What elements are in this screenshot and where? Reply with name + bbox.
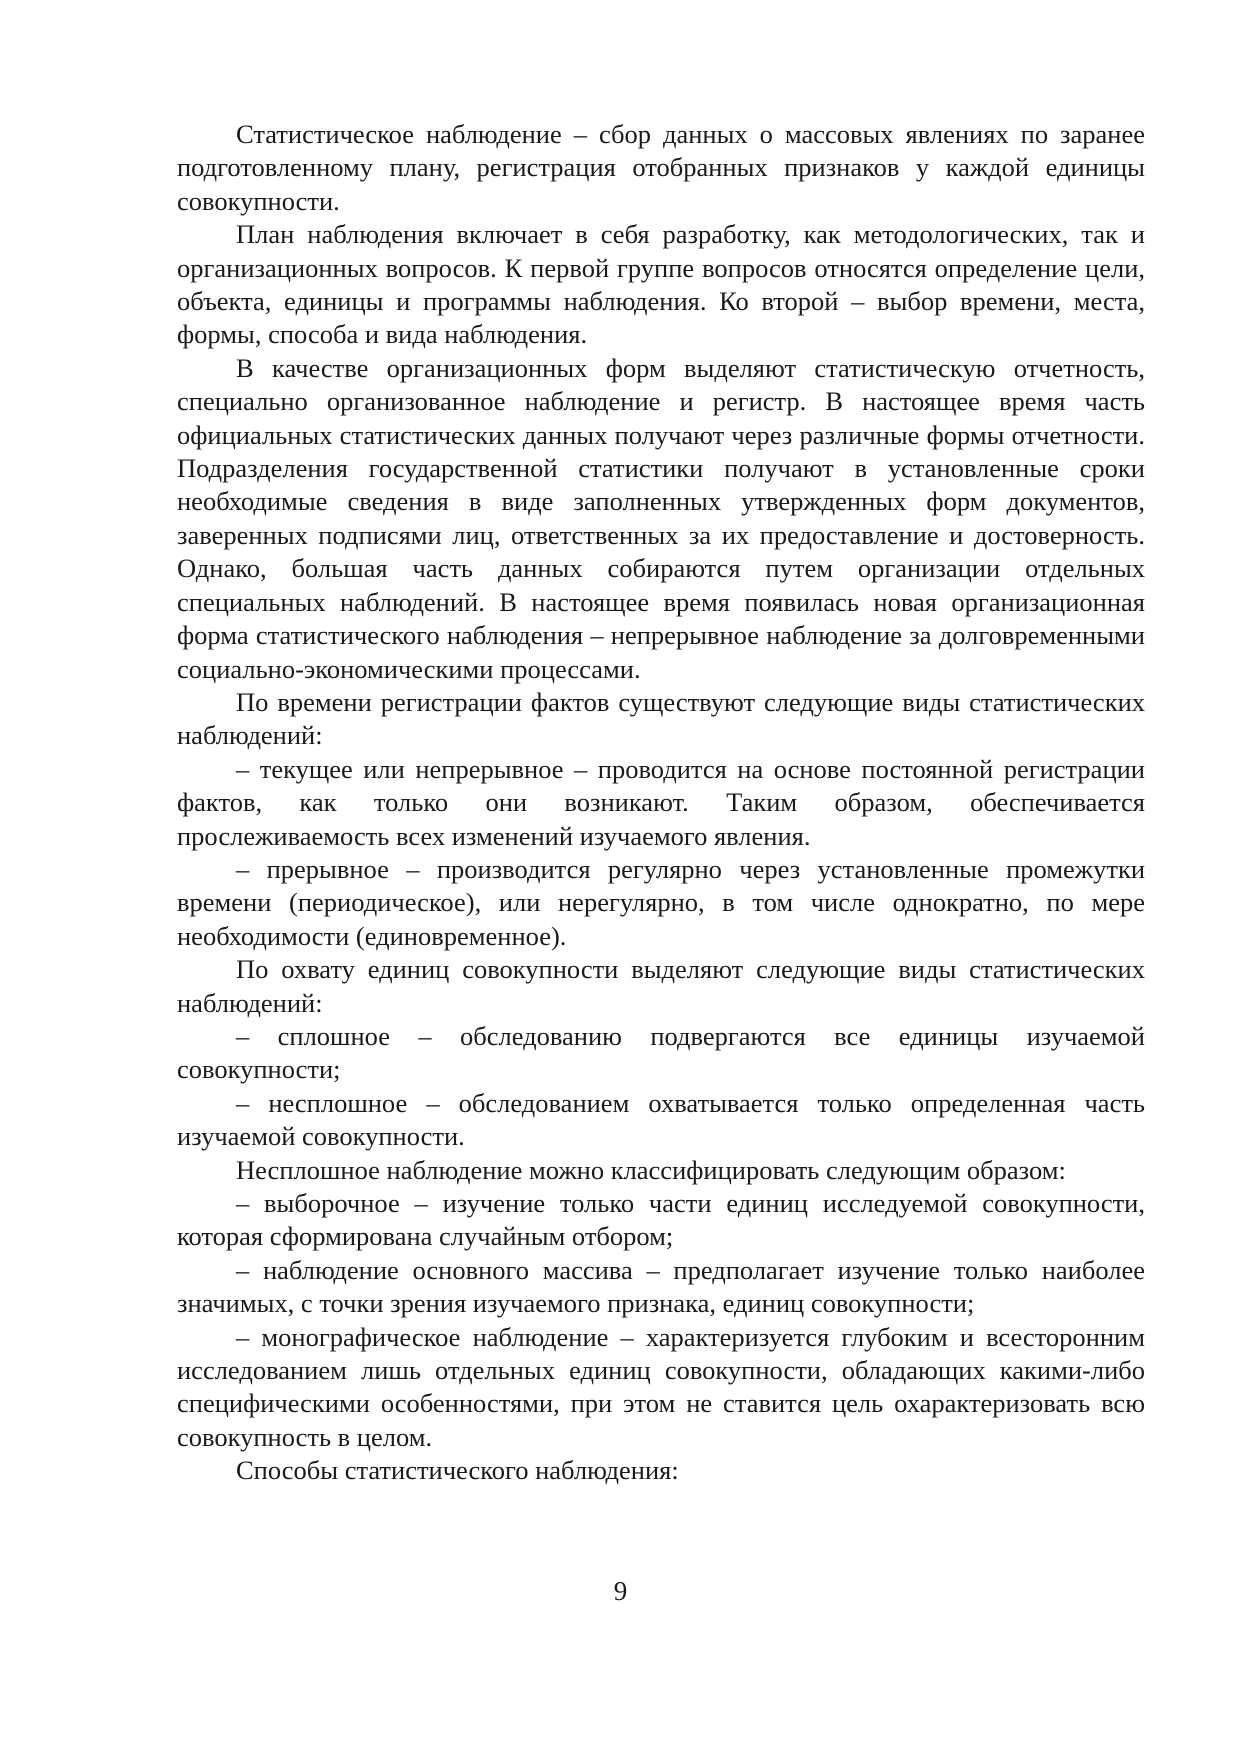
list-item-sample: – выборочное – изучение только части единиц исследуемой совокупности, которая сформирована случайным отбором; — [177, 1188, 1145, 1252]
paragraph-registration-time: По времени регистрации фактов существуют следующие виды статистических наблюдений: — [177, 686, 1145, 751]
list-item-monographic: – монографическое наблюдение – характеризуется глубоким и всесторонним исследованием лишь отдельных единиц совокупности, обладающих какими-либо специфическими особенностями, при этом не ставится цель охарактеризовать всю совокупность в целом. — [177, 1321, 1145, 1452]
paragraph-partial-classification: Несплошное наблюдение можно классифицировать следующим образом: — [236, 1154, 1066, 1185]
list-item-complete: – сплошное – обследованию подвергаются все единицы изучаемой совокупности; — [177, 1020, 1145, 1085]
paragraph-coverage: По охвату единиц совокупности выделяют следующие виды статистических наблюдений: — [177, 954, 1145, 1018]
list-item-main-array: – наблюдение основного массива – предполагает изучение только наиболее значимых, с точки зрения изучаемого признака, единиц совокупности; — [177, 1254, 1145, 1319]
body-text — [177, 118, 1145, 1488]
paragraph-definition: Статистическое наблюдение – сбор данных о массовых явлениях по заранее подготовленному плану, регистрация отобранных признаков у каждой единицы совокупности. — [177, 119, 1145, 216]
paragraph-methods: Способы статистического наблюдения: — [236, 1455, 679, 1486]
list-item-continuous: – текущее или непрерывное – проводится на основе постоянной регистрации фактов, как только они возникают. Таким образом, обеспечивается прослеживаемость всех изменений изучаемого явления. — [177, 753, 1145, 851]
list-item-discontinuous: – прерывное – производится регулярно через установленные промежутки времени (периодическое), или нерегулярно, в том числе однократно, по мере необходимости (единовременное). — [177, 853, 1145, 951]
list-item-partial: – несплошное – обследованием охватывается только определенная часть изучаемой совокупности. — [177, 1087, 1145, 1152]
page-number: 9 — [613, 1576, 628, 1606]
paragraph-organizational-forms: В качестве организационных форм выделяют статистическую отчетность, специально организованное наблюдение и регистр. В настоящее время часть официальных статистических данных получают через различные формы отчетности. Подразделения государственной статистики получают в установленные сроки необходимые сведения в виде заполненных утвержденных форм документов, заверенных подписями лиц, ответственных за их предоставление и достоверность. Однако, большая часть данных собираются путем организации отдельных специальных наблюдений. В настоящее время появилась новая организационная форма статистического наблюдения – непрерывное наблюдение за долговременными социально-экономическими процессами. — [177, 352, 1145, 684]
paragraph-observation-plan: План наблюдения включает в себя разработку, как методологических, так и организационных вопросов. К первой группе вопросов относятся определение цели, объекта, единицы и программы наблюдения. Ко второй – выбор времени, места, формы, способа и вида наблюдения. — [177, 219, 1145, 350]
